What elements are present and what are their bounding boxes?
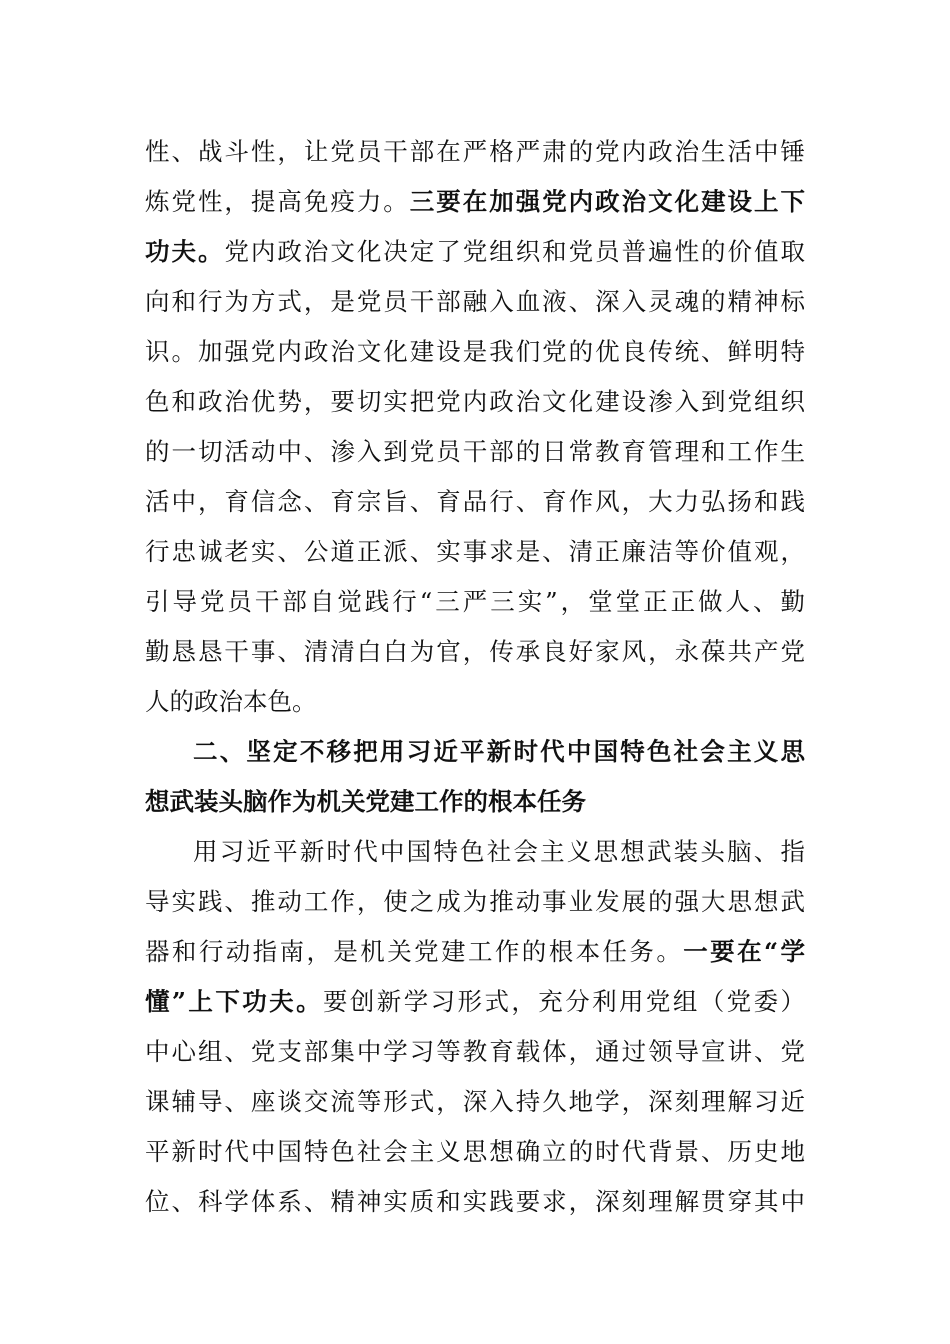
body-line: 活中，育信念、育宗旨、育品行、育作风，大力弘扬和践 [145,487,805,516]
body-line: 导实践、推动工作，使之成为推动事业发展的强大思想武 [145,887,805,916]
body-line: 人的政治本色。 [145,687,317,716]
body-text: 要创新学习形式，充分利用党组（党委） [322,987,805,1016]
body-line [145,927,805,977]
body-text: 党内政治文化决定了党组织和党员普遍性的价值取 [224,237,805,266]
body-line [145,227,805,277]
body-line: 引导党员干部自觉践行“三严三实”，堂堂正正做人、勤 [145,587,805,616]
body-line: 勤恳恳干事、清清白白为官，传承良好家风，永葆共产党 [145,637,805,666]
body-line: 中心组、党支部集中学习等教育载体，通过领导宣讲、党 [145,1037,805,1066]
body-line: 位、科学体系、精神实质和实践要求，深刻理解贯穿其中 [145,1187,805,1216]
body-line: 的一切活动中、渗入到党员干部的日常教育管理和工作生 [145,437,805,466]
body-line: 性、战斗性，让党员干部在严格严肃的党内政治生活中锤 [145,137,805,166]
emphasis-text: 一要在“学 [683,937,806,966]
body-line: 课辅导、座谈交流等形式，深入持久地学，深刻理解习近 [145,1087,805,1116]
emphasis-text: 功夫。 [145,237,225,266]
section-heading: 想武装头脑作为机关党建工作的根本任务 [145,787,586,816]
body-line: 行忠诚老实、公道正派、实事求是、清正廉洁等价值观， [145,537,805,566]
body-text: 炼党性，提高免疫力。 [145,187,410,216]
body-line [145,977,805,1027]
emphasis-text: 三要在加强党内政治文化建设上下 [409,187,806,216]
body-line [145,177,805,227]
body-line: 平新时代中国特色社会主义思想确立的时代背景、历史地 [145,1137,805,1166]
body-line: 向和行为方式，是党员干部融入血液、深入灵魂的精神标 [145,287,805,316]
section-heading: 二、坚定不移把用习近平新时代中国特色社会主义思 [193,737,805,766]
emphasis-text: 懂”上下功夫。 [145,987,323,1016]
body-text: 器和行动指南，是机关党建工作的根本任务。 [145,937,684,966]
body-line: 色和政治优势，要切实把党内政治文化建设渗入到党组织 [145,387,805,416]
body-line: 识。加强党内政治文化建设是我们党的优良传统、鲜明特 [145,337,805,366]
body-line: 用习近平新时代中国特色社会主义思想武装头脑、指 [193,837,805,866]
